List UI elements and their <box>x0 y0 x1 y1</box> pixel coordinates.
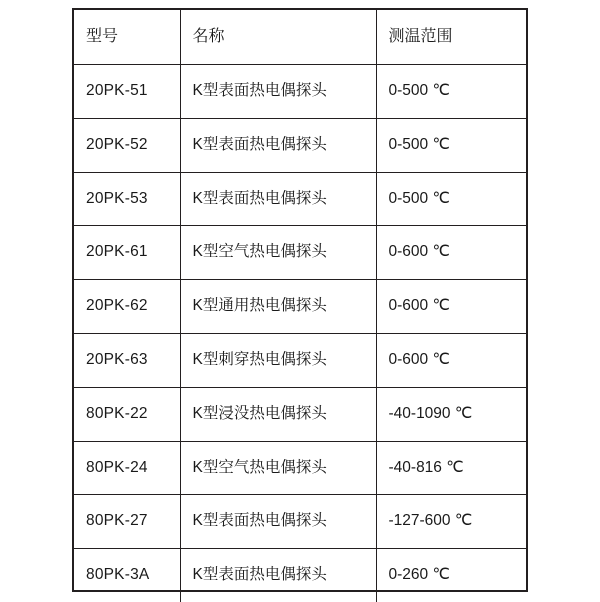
cell-range: -40-816 ℃ <box>376 441 526 495</box>
cell-range: 0-500 ℃ <box>376 172 526 226</box>
table-row <box>74 549 526 602</box>
table-row <box>74 280 526 334</box>
cell-name: K型浸没热电偶探头 <box>180 387 376 441</box>
cell-name: K型表面热电偶探头 <box>180 118 376 172</box>
cell-model: 80PK-22 <box>74 387 180 441</box>
cell-model: 20PK-52 <box>74 118 180 172</box>
table-row <box>74 387 526 441</box>
cell-name: K型表面热电偶探头 <box>180 549 376 602</box>
cell-range: 0-500 ℃ <box>376 65 526 119</box>
table-row <box>74 65 526 119</box>
cell-range: 0-600 ℃ <box>376 226 526 280</box>
table-body <box>74 65 526 602</box>
spec-table-container <box>72 8 528 592</box>
table-row <box>74 495 526 549</box>
cell-model: 20PK-51 <box>74 65 180 119</box>
cell-model: 80PK-27 <box>74 495 180 549</box>
table-header <box>74 10 526 65</box>
cell-model: 80PK-24 <box>74 441 180 495</box>
cell-range: -40-1090 ℃ <box>376 387 526 441</box>
cell-range: 0-260 ℃ <box>388 566 450 584</box>
cell-name: K型刺穿热电偶探头 <box>180 333 376 387</box>
cell-name: K型空气热电偶探头 <box>180 226 376 280</box>
column-header-model: 型号 <box>74 10 180 65</box>
cell-range: 0-600 ℃ <box>376 333 526 387</box>
cell-model: 20PK-63 <box>74 333 180 387</box>
column-header-name: 名称 <box>180 10 376 65</box>
thermocouple-probe-spec-table <box>74 10 526 602</box>
table-row <box>74 226 526 280</box>
cell-model: 80PK-3A <box>74 549 180 602</box>
table-row <box>74 172 526 226</box>
cell-range: 0-600 ℃ <box>376 280 526 334</box>
cell-model: 20PK-61 <box>74 226 180 280</box>
table-header-row <box>74 10 526 65</box>
table-row <box>74 333 526 387</box>
cell-range: 0-500 ℃ <box>376 118 526 172</box>
cell-name: K型空气热电偶探头 <box>180 441 376 495</box>
cell-name: K型表面热电偶探头 <box>180 495 376 549</box>
cell-name: K型通用热电偶探头 <box>180 280 376 334</box>
cell-model: 20PK-62 <box>74 280 180 334</box>
cell-name: K型表面热电偶探头 <box>180 172 376 226</box>
table-row <box>74 441 526 495</box>
cell-model: 20PK-53 <box>74 172 180 226</box>
table-row <box>74 118 526 172</box>
cell-range: -127-600 ℃ <box>376 495 526 549</box>
cell-name: K型表面热电偶探头 <box>180 65 376 119</box>
column-header-range: 测温范围 <box>376 10 526 65</box>
